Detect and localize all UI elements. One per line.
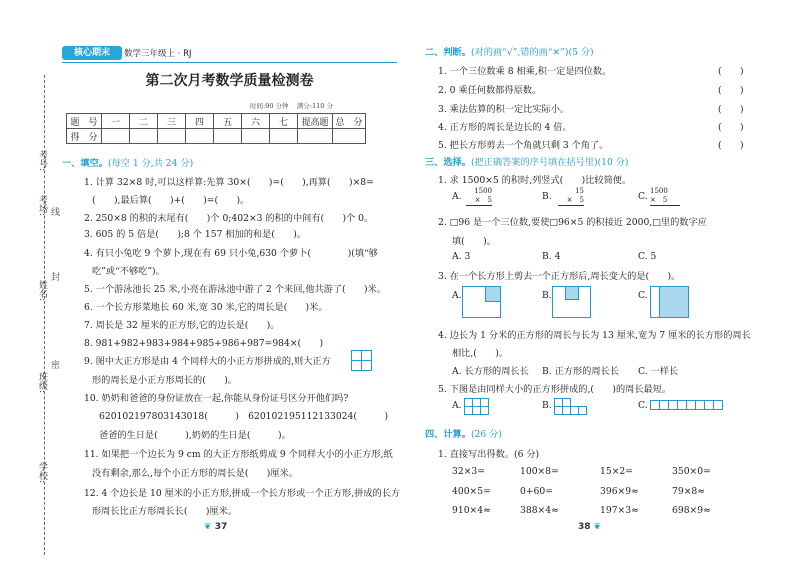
judge-4: 4. 正方形的周长是边长的 4 倍。 <box>438 122 572 133</box>
question-7: 7. 周长是 32 厘米的正方形,它的边长是( )。 <box>84 320 280 331</box>
score-input[interactable] <box>130 129 158 144</box>
vertical-calc-top: 1500 <box>474 187 492 195</box>
calc-item[interactable]: 388×4≈ <box>520 505 559 516</box>
cut-square <box>651 287 660 317</box>
binding-mark-seal: 封 <box>51 273 61 283</box>
section-note: (26 分) <box>470 429 502 440</box>
score-cell: 提高题 <box>298 114 333 129</box>
judge-answer-1[interactable]: ( ) <box>718 66 744 77</box>
calc-item[interactable]: 15×2= <box>600 466 633 477</box>
section-note: (每空 1 分,共 24 分) <box>107 158 194 169</box>
judge-3: 3. 乘法估算的积一定比实际小。 <box>438 104 570 115</box>
square-arrangement-a <box>464 398 488 414</box>
unit-square <box>713 400 723 410</box>
calc-item[interactable]: 350×0= <box>672 466 711 477</box>
choice-1-option-a-label: A. <box>452 191 462 202</box>
choice-4-option-b: B. 正方形的周长长 <box>542 366 619 377</box>
judge-answer-2[interactable]: ( ) <box>718 85 744 96</box>
question-11b: 没有剩余,那么,每个小正方形的周长是( )厘米。 <box>92 468 298 479</box>
leaf-icon: ❦ <box>204 522 212 532</box>
choice-5-option-b: B. <box>542 400 552 411</box>
header-rule <box>62 62 397 63</box>
subject-label: 数学三年级上 · RJ <box>124 49 192 59</box>
binding-label-name: 姓名: <box>37 280 47 302</box>
judge-1: 1. 一个三位数乘 8 相乘,积一定是四位数。 <box>438 66 612 77</box>
binding-mark-secret: 密 <box>51 361 61 371</box>
calc-item[interactable]: 0+60= <box>520 486 553 497</box>
score-input[interactable] <box>242 129 270 144</box>
choice-4b: 相比,( )。 <box>452 348 509 359</box>
score-input[interactable] <box>333 129 366 144</box>
judge-2: 2. 0 乘任何数都得原数。 <box>438 85 542 96</box>
section-title: 三、选择。 <box>425 157 471 168</box>
judge-answer-4[interactable]: ( ) <box>718 122 744 133</box>
unit-square <box>480 406 489 415</box>
leaf-icon: ❦ <box>593 522 602 532</box>
question-11a: 11. 如果把一个边长为 9 cm 的大正方形纸剪成 9 个同样大小的小正方形,纸 <box>84 449 393 460</box>
choice-2-option-c: C. 5 <box>638 251 657 262</box>
vertical-calc-bottom: × 5 <box>566 196 584 204</box>
score-table <box>66 113 366 144</box>
question-8: 8. 981+982+983+984+985+986+987=984×( ) <box>84 338 324 349</box>
binding-mark-line: 线 <box>51 208 61 218</box>
cut-square <box>565 287 579 300</box>
vertical-calc-a <box>466 187 492 206</box>
cut-square <box>485 287 500 302</box>
judge-answer-5[interactable]: ( ) <box>718 140 744 151</box>
choice-1-option-b-label: B. <box>542 191 552 202</box>
question-3: 3. 605 的 5 倍是( );8 个 157 相加的和是( )。 <box>84 229 307 240</box>
judge-5: 5. 把长方形剪去一个角就只剩 3 个角了。 <box>438 140 609 151</box>
choice-5-option-a: A. <box>452 400 462 411</box>
binding-label-class: 班级: <box>37 372 47 394</box>
section-title: 一、填空。 <box>62 158 108 169</box>
choice-5: 5. 下图是由同样大小的正方形拼成的,( )的周长最短。 <box>438 384 672 395</box>
choice-3: 3. 在一个长方形上剪去一个正方形后,周长变大的是( )。 <box>438 271 681 282</box>
big-square-figure <box>351 350 371 370</box>
choice-2b: 填( )。 <box>452 236 496 247</box>
rectangle-cut-figure-b <box>552 286 591 318</box>
score-input[interactable] <box>186 129 214 144</box>
section-choice-heading <box>425 154 629 168</box>
small-square <box>361 360 372 371</box>
calc-item[interactable]: 197×3≈ <box>600 505 639 516</box>
rectangle-cut-figure-a <box>462 286 501 318</box>
score-input[interactable] <box>158 129 186 144</box>
question-9a: 9. 图中大正方形是由 4 个同样大的小正方形拼成的,则大正方 <box>84 356 331 367</box>
choice-2a: 2. □96 是一个三位数,要使□96×5 的积接近 2000,□里的数字应 <box>438 217 707 228</box>
page-number-right <box>578 522 601 532</box>
score-table-header-row <box>67 114 366 129</box>
calc-item[interactable]: 79×8≈ <box>672 486 705 497</box>
page-number-left <box>204 522 227 532</box>
square-arrangement-c <box>650 400 722 410</box>
question-5: 5. 一个游泳池长 25 米,小亮在游泳池中游了 2 个来回,他共游了( )米。 <box>84 284 386 295</box>
score-cell: 六 <box>242 114 270 129</box>
score-cell: 得 分 <box>67 129 102 144</box>
vertical-calc-bottom: × 5 <box>474 196 492 204</box>
section-note: (对的画“√”,错的画“✕”)(5 分) <box>470 47 594 58</box>
score-cell: 题 号 <box>67 114 102 129</box>
calc-item[interactable]: 698×9≈ <box>672 505 711 516</box>
choice-2-option-b: B. 4 <box>542 251 561 262</box>
score-cell: 一 <box>102 114 130 129</box>
unit-square <box>554 406 563 415</box>
score-input[interactable] <box>298 129 333 144</box>
binding-label-room: 考场: <box>37 195 47 217</box>
binding-label-id: 考号: <box>37 150 47 172</box>
choice-3-option-b: B. <box>542 290 552 301</box>
question-10a: 10. 奶奶和爸爸的身份证放在一起,你能从身份证号区分开他们吗? <box>84 393 349 404</box>
page-number-value: 38 <box>578 522 591 532</box>
exam-time: 时间:90 分钟 <box>250 102 289 110</box>
score-input[interactable] <box>270 129 298 144</box>
section-fill-heading <box>62 155 193 169</box>
choice-4-option-c: C. 一样长 <box>638 366 679 377</box>
brand-logo: 核心期末 <box>62 46 122 60</box>
section-title: 二、判断。 <box>425 47 471 58</box>
question-1b: ( ),最后算( )+( )=( )。 <box>92 195 250 206</box>
vertical-calc-top: 15 <box>575 187 584 195</box>
vertical-calc-bottom: × 5 <box>650 196 668 204</box>
section-note: (把正确答案的序号填在括号里)(10 分) <box>470 157 629 168</box>
choice-1: 1. 求 1500×5 的积时,列竖式( )比较简便。 <box>438 175 632 186</box>
question-6: 6. 一个长方形菜地长 60 米,宽 30 米,它的周长是( )米。 <box>84 302 328 313</box>
section-judge-heading <box>425 44 594 58</box>
judge-answer-3[interactable]: ( ) <box>718 104 744 115</box>
section-calc-heading <box>425 426 502 440</box>
score-cell: 三 <box>158 114 186 129</box>
choice-3-option-a: A. <box>452 290 462 301</box>
choice-5-option-c: C. <box>638 400 648 411</box>
unit-square <box>578 406 587 415</box>
vertical-calc-b <box>558 187 584 206</box>
choice-3-option-c: C. <box>638 290 648 301</box>
exam-meta <box>250 101 333 110</box>
question-4b: 吃”或“不够吃”)。 <box>92 266 165 277</box>
exam-score: 满分:110 分 <box>296 102 333 110</box>
choice-2-option-a: A. 3 <box>452 251 471 262</box>
score-cell: 四 <box>186 114 214 129</box>
question-10c: 爸爸的生日是( ),奶奶的生日是( )。 <box>99 430 291 441</box>
choice-4-option-a: A. 长方形的周长长 <box>452 366 529 377</box>
choice-4a: 4. 边长为 1 分米的正方形的周长与长为 13 厘米,宽为 7 厘米的长方形的周长 <box>438 330 751 341</box>
score-input[interactable] <box>102 129 130 144</box>
score-cell: 总 分 <box>333 114 366 129</box>
score-table-score-row <box>67 129 366 144</box>
calc-subtitle: 1. 直接写出得数。(6 分) <box>438 449 540 460</box>
score-cell: 七 <box>270 114 298 129</box>
question-9b: 形的周长是小正方形周长的( )。 <box>92 375 237 386</box>
score-input[interactable] <box>214 129 242 144</box>
binding-label-school: 学校: <box>37 462 47 484</box>
score-cell: 五 <box>214 114 242 129</box>
choice-1-option-c-label: C. <box>638 191 648 202</box>
question-1a: 1. 计算 32×8 时,可以这样算:先算 30×( )=( ),再算( )×8= <box>84 177 374 188</box>
page-number-value: 37 <box>214 522 228 532</box>
calc-item[interactable]: 910×4≈ <box>452 505 491 516</box>
calc-item[interactable]: 32×3= <box>452 466 485 477</box>
score-cell: 二 <box>130 114 158 129</box>
section-title: 四、计算。 <box>425 429 471 440</box>
question-12a: 12. 4 个边长是 10 厘米的小正方形,拼成一个长方形或一个正方形,拼成的长方 <box>84 488 401 499</box>
question-12b: 形周长比正方形周长长( )厘米。 <box>92 506 237 517</box>
calc-item[interactable]: 100×8= <box>520 466 559 477</box>
vertical-calc-c <box>650 187 680 206</box>
vertical-calc-top: 1500 <box>650 187 668 195</box>
page-title: 第二次月考数学质量检测卷 <box>145 73 314 89</box>
rectangle-cut-figure-c <box>650 286 689 318</box>
square-arrangement-b <box>554 398 586 414</box>
calc-item[interactable]: 400×5= <box>452 486 491 497</box>
calc-item[interactable]: 396×9≈ <box>600 486 639 497</box>
question-2: 2. 250×8 的积的末尾有( )个 0;402×3 的积的中间有( )个 0。 <box>84 213 374 224</box>
question-10b: 620102197803143018( ) 620102195112133024( ) <box>99 411 389 422</box>
question-4a: 4. 有只小兔吃 9 个萝卜,现在有 69 只小兔,630 个萝卜( )(填“够 <box>84 248 378 259</box>
